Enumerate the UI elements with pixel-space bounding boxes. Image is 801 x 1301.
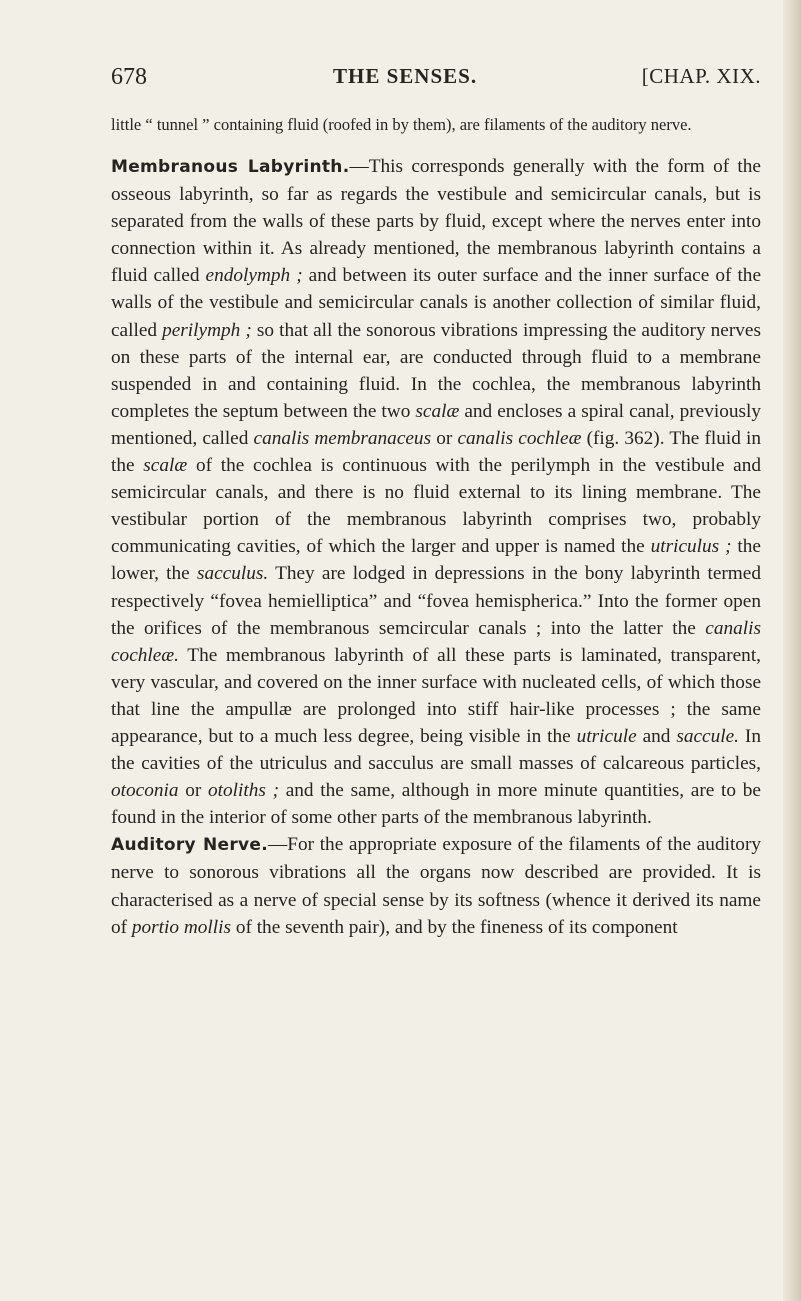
italic-term: scalæ — [415, 400, 460, 422]
italic-term: portio mollis — [131, 916, 231, 938]
section-heading: Auditory Nerve. — [111, 835, 268, 856]
italic-term: canalis cochleæ — [457, 427, 582, 449]
italic-term: otoconia — [111, 780, 179, 802]
chapter-reference: [CHAP. XIX. — [641, 64, 761, 88]
italic-term: saccule. — [676, 725, 739, 747]
italic-term: endolymph ; — [205, 265, 303, 287]
paragraph-membranous-labyrinth: Membranous Labyrinth.—This corresponds generally with the form of the osseous labyrinth, so far as regards the vestibule and semicircular canals, but is separated from the walls of these parts by fluid, except where the nerves enter into connection within it. As already mentioned, the membranous labyrinth contains a fluid called endolymph ; and between its outer surface and the inner surface of the walls of the vestibule and semicircular canals is another collection of similar fluid, called perilymph ; so that all the sonorous vibrations impressing the auditory nerves on these parts of the internal ear, are conducted through fluid to a membrane suspended in and containing fluid. In the cochlea, the membranous labyrinth completes the septum between the two scalæ and encloses a spiral canal, previously mentioned, called canalis membranaceus or canalis cochleæ (fig. 362). The fluid in the scalæ of the cochlea is continuous with the perilymph in the vestibule and semicircular canals, and there is no fluid external to its lining membrane. The vestibular portion of the membranous labyrinth comprises two, probably communicating cavities, of which the larger and upper is named the utriculus ; the lower, the sacculus. They are lodged in depressions in the bony labyrinth termed respectively “fovea hemielliptica” and “fovea hemispherica.” Into the former open the orifices of the membranous semcircular canals ; into the latter the canalis cochleæ. The membranous labyrinth of all these parts is laminated, transparent, very vascular, and covered on the inner surface with nucleated cells, of which those that line the ampullæ are prolonged into stiff hair-like processes ; the same appearance, but to a much less degree, being visible in the utricule and saccule. In the cavities of the utriculus and sacculus are small masses of calcareous particles, otoconia or otoliths ; and the same, although in more minute quantities, are to be found in the interior of some other parts of the membranous labyrinth. — [111, 156, 761, 829]
italic-term: sacculus. — [196, 563, 269, 585]
chapter-title: THE SENSES. — [333, 64, 478, 88]
italic-term: canalis cochleæ. — [111, 617, 761, 666]
page-number: 678 — [111, 64, 147, 90]
continued-paragraph: little “ tunnel ” containing fluid (roofed in by them), are filaments of the auditory nerve. — [111, 115, 692, 134]
section-heading: Membranous Labyrinth. — [111, 157, 350, 177]
paragraph-auditory-nerve: Auditory Nerve.—For the appropriate exposure of the filaments of the auditory nerve to sonorous vibrations all the organs now described are provided. It is characterised as a nerve of special sense by its softness (whence it derived its name of portio mollis of the seventh pair), and by the fineness of its component — [111, 834, 762, 938]
page-edge-shadow — [783, 0, 801, 1301]
running-head — [111, 64, 761, 92]
italic-term: utricule — [576, 725, 637, 747]
italic-term: otoliths ; — [208, 780, 279, 802]
italic-term: perilymph ; — [162, 319, 252, 341]
italic-term: canalis membranaceus — [253, 427, 432, 449]
body-text — [111, 153, 761, 941]
italic-term: scalæ — [143, 455, 188, 477]
italic-term: utriculus ; — [650, 536, 732, 558]
